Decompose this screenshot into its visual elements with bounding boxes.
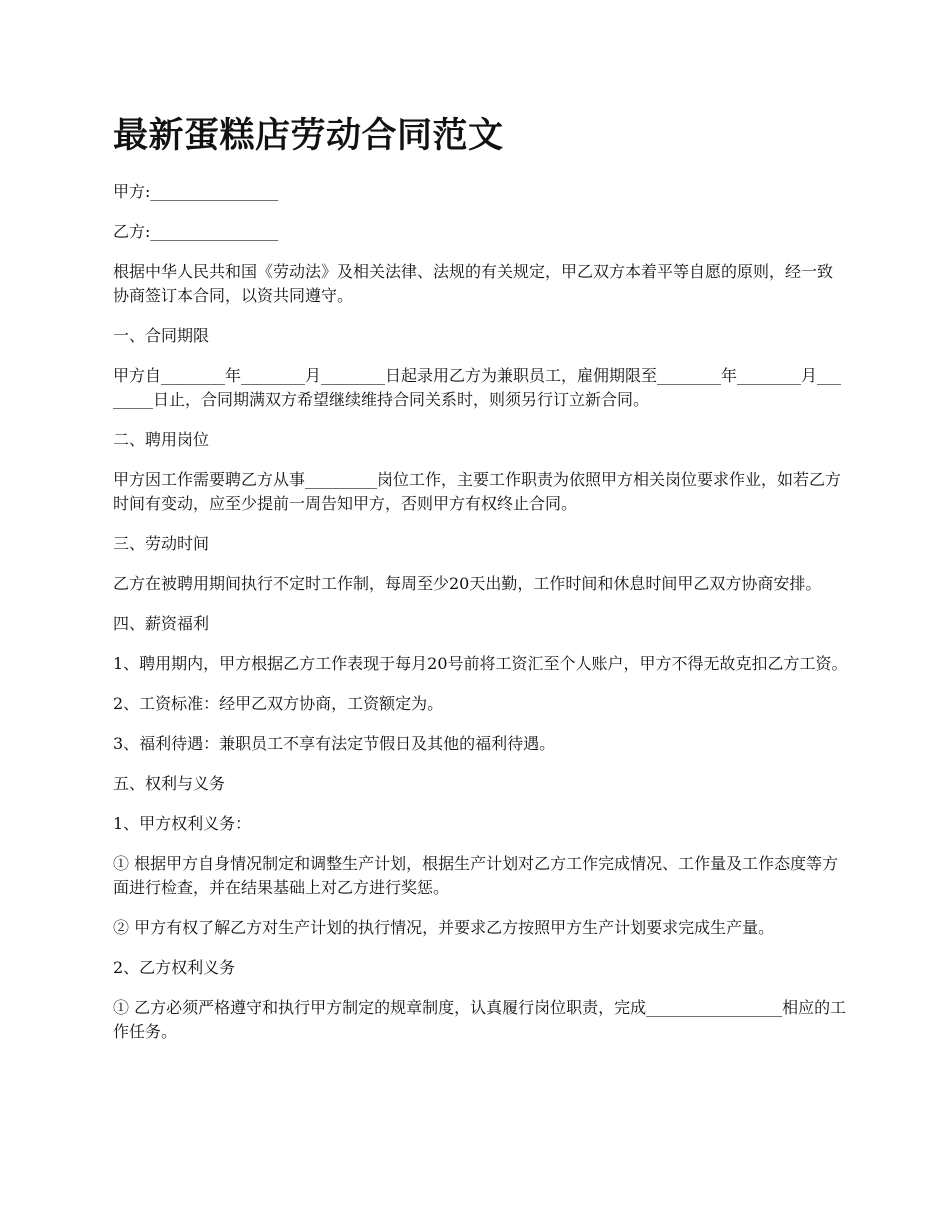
party-b-rights-heading: 2、乙方权利义务	[113, 958, 236, 977]
party-a-rights-item-2: ② 甲方有权了解乙方对生产计划的执行情况，并要求乙方按照甲方生产计划要求完成生产量。	[113, 918, 775, 937]
party-a-line: 甲方:________________	[113, 182, 279, 201]
section-heading-salary: 四、薪资福利	[113, 614, 210, 633]
section-heading-contract-term: 一、合同期限	[113, 326, 210, 345]
salary-item-2: 2、工资标准：经甲乙双方协商，工资额定为。	[113, 694, 444, 713]
document-title: 最新蛋糕店劳动合同范文	[113, 115, 504, 156]
section-heading-rights: 五、权利与义务	[113, 774, 226, 793]
party-b-line: 乙方:________________	[113, 222, 279, 241]
preamble-paragraph: 根据中华人民共和国《劳动法》及相关法律、法规的有关规定，甲乙双方本着平等自愿的原则，经一致协商签订本合同，以资共同遵守。	[113, 262, 834, 305]
party-a-rights-heading: 1、甲方权利义务：	[113, 814, 252, 833]
party-a-rights-item-1: ① 根据甲方自身情况制定和调整生产计划，根据生产计划对乙方工作完成情况、工作量及工作态度等方面进行检查，并在结果基础上对乙方进行奖惩。	[113, 854, 839, 897]
salary-item-1: 1、聘用期内，甲方根据乙方工作表现于每月20号前将工资汇至个人账户，甲方不得无故克扣乙方工资。	[113, 654, 848, 673]
section-heading-working-hours: 三、劳动时间	[113, 534, 210, 553]
party-b-rights-item-1: ① 乙方必须严格遵守和执行甲方制定的规章制度，认真履行岗位职责，完成_________________相应的工作任务。	[113, 998, 847, 1041]
contract-term-paragraph: 甲方自________年________月________日起录用乙方为兼职员工，雇佣期限至________年________月________日止，合同期满双方希望继续维持合同关系时，则须另行订立新合同。	[113, 366, 842, 409]
working-hours-paragraph: 乙方在被聘用期间执行不定时工作制，每周至少20天出勤，工作时间和休息时间甲乙双方协商安排。	[113, 574, 822, 593]
position-paragraph: 甲方因工作需要聘乙方从事_________岗位工作，主要工作职责为依照甲方相关岗位要求作业，如若乙方时间有变动，应至少提前一周告知甲方，否则甲方有权终止合同。	[113, 470, 842, 513]
section-heading-position: 二、聘用岗位	[113, 430, 210, 449]
salary-item-3: 3、福利待遇：兼职员工不享有法定节假日及其他的福利待遇。	[113, 734, 556, 753]
document-page	[113, 112, 848, 1060]
